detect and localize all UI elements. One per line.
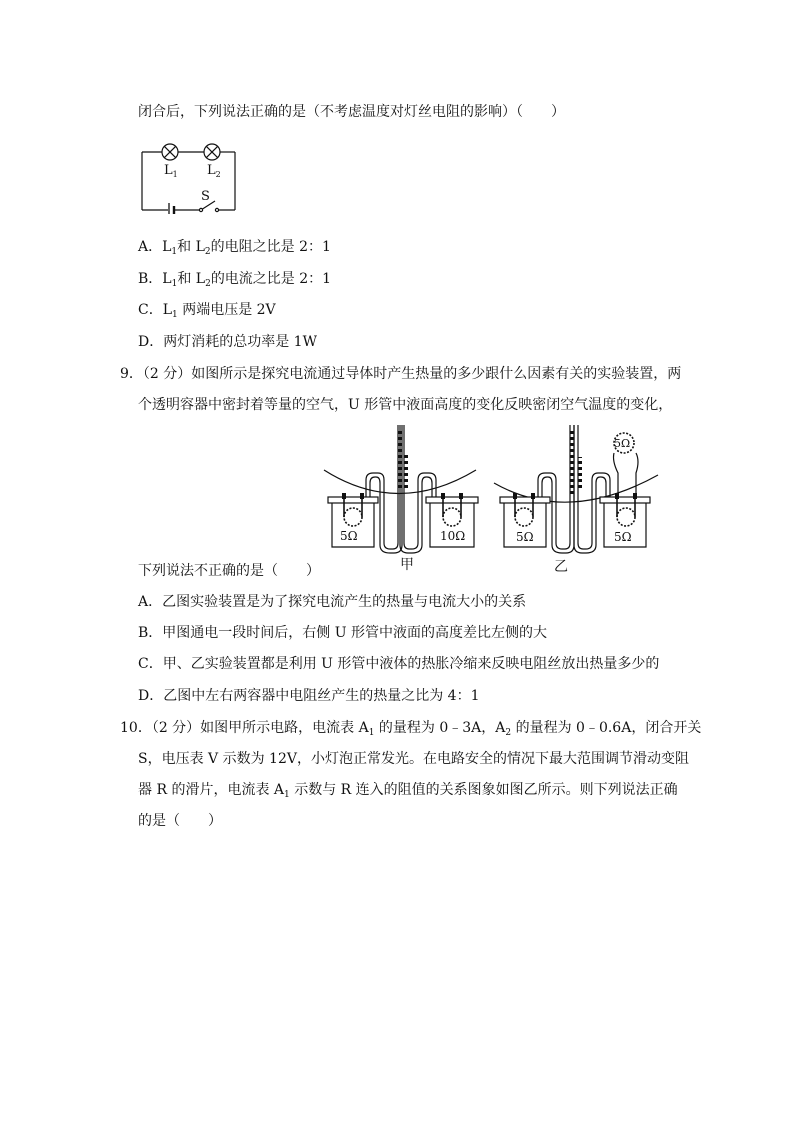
option-prefix: D． — [138, 334, 164, 350]
text-run: 的电阻之比是 2：1 — [210, 239, 331, 255]
q8-stem-end: 闭合后，下列说法正确的是（不考虑温度对灯丝电阻的影响）（ ） — [138, 104, 565, 120]
q9-option-a: A．乙图实验装置是为了探究电流产生的热量与电流大小的关系 — [138, 594, 527, 610]
jia-caption: 甲 — [400, 557, 414, 573]
q10-stem-line-2: S，电压表 V 示数为 12V，小灯泡正常发光。在电路安全的情况下最大范围调节滑动变阻 — [138, 751, 689, 767]
yi-outside-resistor-label: 5Ω — [614, 437, 631, 450]
text-run: 10．（2 分）如图甲所示电路，电流表 A — [120, 720, 369, 736]
subscript: 1 — [171, 247, 178, 257]
q10-stem-line-3 — [138, 780, 678, 800]
q10-stem-line-4: 的是（ ） — [138, 813, 222, 829]
q8-option-c — [138, 300, 276, 320]
option-prefix: B． — [138, 271, 163, 287]
text-run: 示数与 R 连入的阻值的关系图象如图乙所示。则下列说法正确 — [289, 782, 678, 798]
subscript: 2 — [505, 728, 512, 738]
lamp-1-label: $L_1$ — [164, 163, 178, 179]
lamp-1-icon — [162, 144, 178, 160]
subscript: 1 — [171, 279, 178, 289]
q9-apparatus-figure — [318, 425, 662, 575]
q8-option-b — [138, 269, 331, 289]
yi-caption: 乙 — [554, 559, 568, 575]
switch-label: S — [201, 189, 210, 204]
text-run: L — [162, 302, 173, 318]
lamp-2-label: $L_2$ — [207, 163, 221, 179]
q8-option-d — [138, 332, 317, 352]
text-run: 两端电压是 2V — [177, 302, 276, 318]
subscript: 1 — [368, 728, 375, 738]
text-run: 的量程为 0﹣3A，A — [374, 720, 506, 736]
text-run: L — [162, 271, 172, 287]
text-run: 和 L — [177, 239, 205, 255]
lamp-2-icon — [204, 144, 220, 160]
text-run: 两灯消耗的总功率是 1W — [163, 334, 317, 350]
q9-option-d: D．乙图中左右两容器中电阻丝产生的热量之比为 4：1 — [138, 688, 480, 704]
battery-icon — [169, 203, 174, 214]
q9-stem-line-3: 下列说法不正确的是（ ） — [138, 563, 320, 579]
subscript: 1 — [172, 310, 178, 320]
text-run: 和 L — [177, 271, 206, 287]
jia-right-resistor-label: 10Ω — [440, 529, 466, 543]
option-prefix: A． — [138, 239, 163, 255]
text-run: 的量程为 0﹣0.6A，闭合开关 — [511, 720, 702, 736]
text-run: 器 R 的滑片，电流表 A — [138, 782, 285, 798]
text-run: L — [162, 239, 172, 255]
subscript: 1 — [284, 790, 290, 800]
q9-stem-line-1: 9．（2 分）如图所示是探究电流通过导体时产生热量的多少跟什么因素有关的实验装置，两 — [120, 366, 682, 382]
q9-option-b: B．甲图通电一段时间后，右侧 U 形管中液面的高度差比左侧的大 — [138, 625, 547, 641]
subscript: 2 — [204, 247, 211, 257]
subscript: 2 — [205, 279, 211, 289]
text-run: 的电流之比是 2：1 — [210, 271, 332, 287]
q8-circuit-figure — [138, 138, 238, 214]
q10-stem-line-1 — [120, 718, 701, 738]
option-prefix: C． — [138, 302, 163, 318]
q9-option-c: C．甲、乙实验装置都是利用 U 形管中液体的热胀冷缩来反映电阻丝放出热量多少的 — [138, 656, 660, 672]
yi-left-resistor-label: 5Ω — [516, 530, 534, 544]
q8-option-a — [138, 237, 331, 257]
q9-stem-line-2: 个透明容器中密封着等量的空气，U 形管中液面高度的变化反映密闭空气温度的变化， — [138, 397, 673, 413]
jia-left-resistor-label: 5Ω — [340, 529, 358, 543]
yi-right-resistor-label: 5Ω — [614, 530, 632, 544]
